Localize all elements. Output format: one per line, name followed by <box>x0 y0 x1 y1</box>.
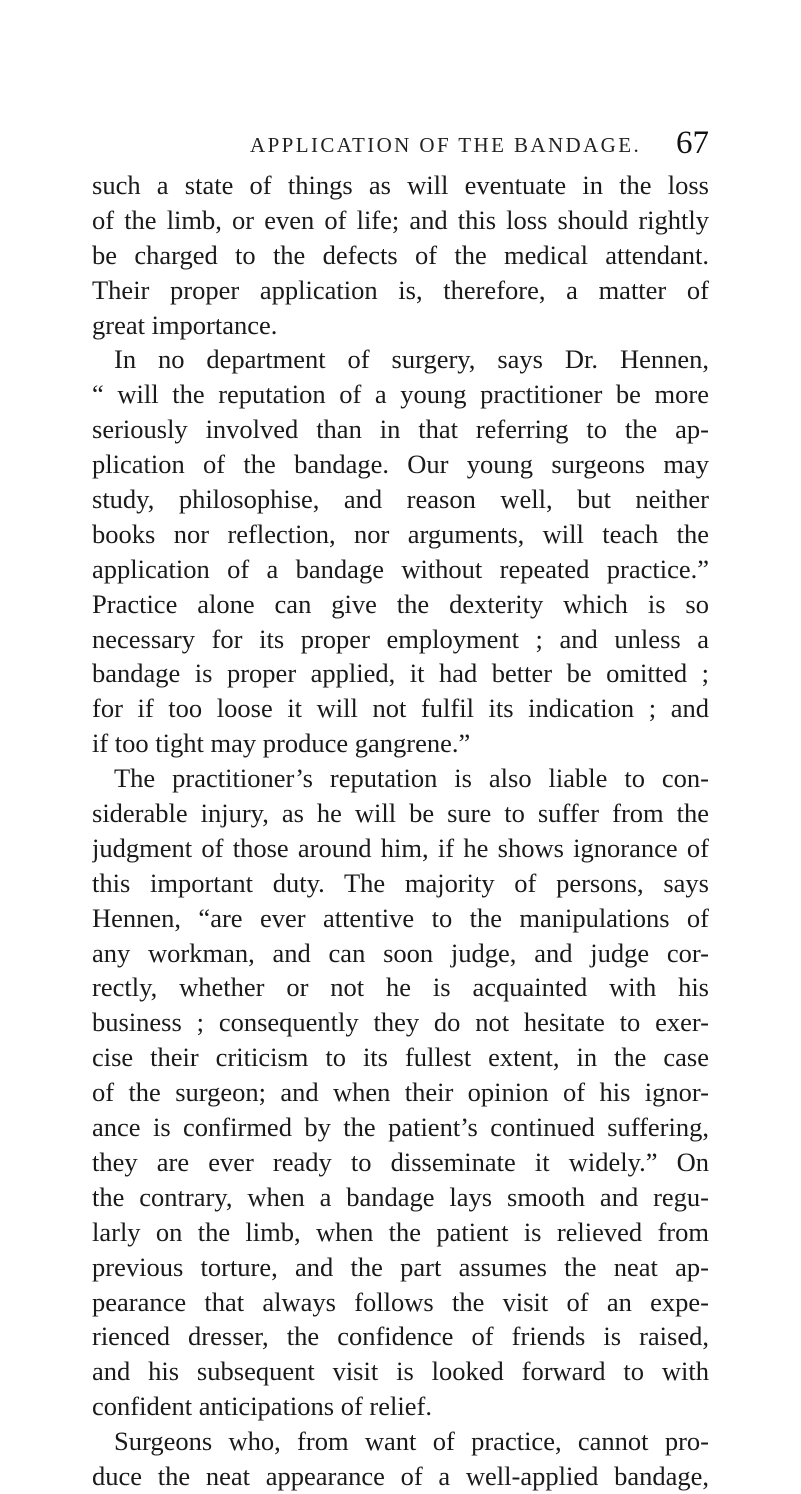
text-line: plication of the bandage. Our young surgeons may <box>92 449 709 480</box>
text-line: rienced dresser, the confidence of friends is raised, <box>92 1321 709 1352</box>
text-line: necessary for its proper employment ; and unless a <box>92 623 709 654</box>
text-line: of the surgeon; and when their opinion of his ignor- <box>92 1077 709 1108</box>
text-line: such a state of things as will eventuate in the loss <box>92 170 709 200</box>
text-line: previous torture, and the part assumes the neat ap- <box>92 1251 709 1282</box>
text-line: In no department of surgery, says Dr. Hennen, <box>114 344 709 375</box>
text-line: judgment of those around him, if he shows ignorance of <box>92 832 709 863</box>
text-line: they are ever ready to disseminate it widely.” On <box>92 1146 709 1177</box>
text-line: business ; consequently they do not hesitate to exer- <box>92 1007 709 1038</box>
text-line: duce the neat appearance of a well-applied bandage, <box>92 1460 709 1491</box>
text-line: confident anticipations of relief. <box>92 1391 432 1422</box>
text-line: and his subsequent visit is looked forward to with <box>92 1356 709 1387</box>
text-line: cise their criticism to its fullest extent, in the case <box>92 1042 709 1073</box>
text-line: if too tight may produce gangrene.” <box>92 728 471 759</box>
text-line: seriously involved than in that referring to the ap- <box>92 414 709 445</box>
text-line: of the limb, or even of life; and this loss should rightly <box>92 204 709 235</box>
text-line: ance is confirmed by the patient’s continued suffering, <box>92 1112 709 1143</box>
body-text <box>92 168 709 1494</box>
text-line: Hennen, “are ever attentive to the manipulations of <box>92 902 709 933</box>
text-line: “ will the reputation of a young practitioner be more <box>92 379 709 410</box>
text-line: bandage is proper applied, it had better be omitted ; <box>92 658 709 689</box>
text-line: this important duty. The majority of persons, says <box>92 867 709 898</box>
text-line: rectly, whether or not he is acquainted with his <box>92 972 709 1003</box>
text-line: pearance that always follows the visit of an expe- <box>92 1286 709 1317</box>
text-line: great importance. <box>92 309 278 340</box>
text-line: Their proper application is, therefore, a matter of <box>92 274 709 305</box>
text-line: for if too loose it will not fulfil its indication ; and <box>92 693 709 724</box>
text-line: application of a bandage without repeated practice.” <box>92 553 709 584</box>
page-number: 67 <box>676 125 709 161</box>
text-line: the contrary, when a bandage lays smooth and regu- <box>92 1181 709 1212</box>
text-line: larly on the limb, when the patient is relieved from <box>92 1216 709 1247</box>
text-line: Practice alone can give the dexterity which is so <box>92 588 709 619</box>
text-line: any workman, and can soon judge, and judge cor- <box>92 937 709 968</box>
running-head-title: APPLICATION OF THE BANDAGE. <box>250 133 642 157</box>
text-line: Surgeons who, from want of practice, cannot pro- <box>114 1426 709 1457</box>
text-line: books nor reflection, nor arguments, will teach the <box>92 518 709 549</box>
text-line: be charged to the defects of the medical attendant. <box>92 239 709 270</box>
text-line: siderable injury, as he will be sure to suffer from the <box>92 798 709 829</box>
text-line: study, philosophise, and reason well, but neither <box>92 484 709 515</box>
running-head <box>250 127 709 159</box>
text-line: The practitioner’s reputation is also liable to con- <box>114 763 709 794</box>
